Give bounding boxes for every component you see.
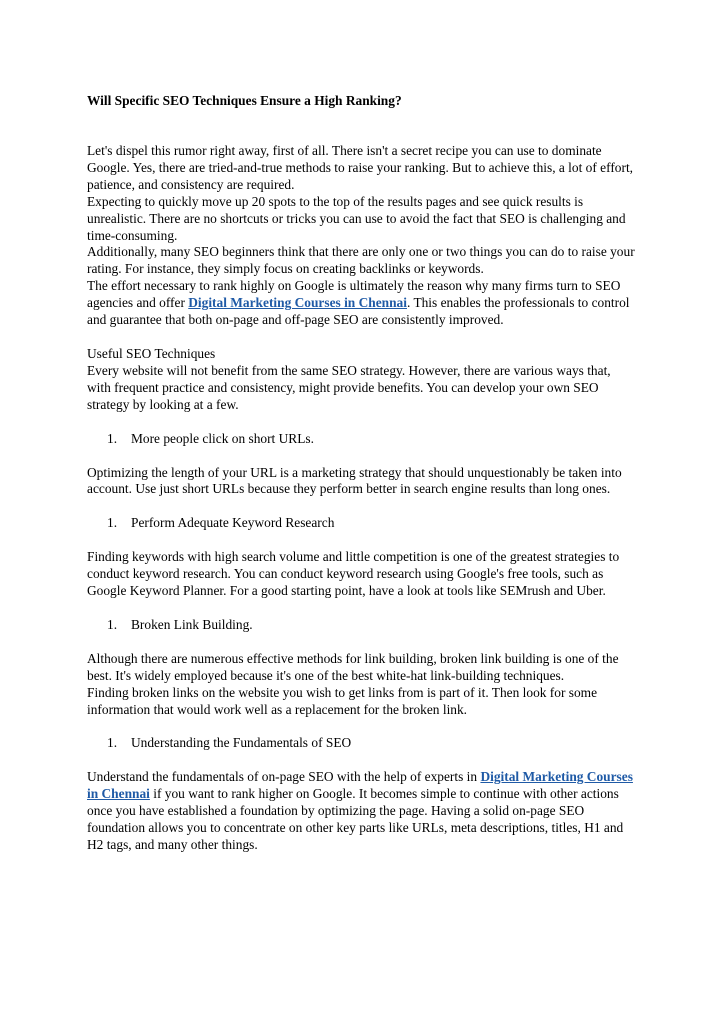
list-number: 1. — [107, 430, 118, 446]
intro-paragraph-4-text-a: The effort necessary to rank highly on Google is ultimately the reason why many firms turn to SEO agencies and offer — [87, 278, 621, 311]
list-item-title: Understanding the Fundamentals of SEO — [131, 735, 352, 751]
list-number: 1. — [107, 735, 118, 751]
intro-paragraph-3: Additionally, many SEO beginners think that there are only one or two things you can do to raise your rating. For instance, they simply focus on creating backlinks or keywords. — [87, 244, 635, 277]
intro-paragraph-1: Let's dispel this rumor right away, first of all. There isn't a secret recipe you can use to dominate Google. Yes, there are tried-and-true methods to raise your ranking. But to achieve this, a lot of effort, patience, and consistency are required. — [87, 143, 634, 192]
list-item-short-urls — [87, 431, 637, 448]
short-urls-paragraph: Optimizing the length of your URL is a marketing strategy that should unquestionably be taken into account. Use just short URLs because they perform better in search engine results than long ones. — [87, 464, 622, 497]
intro-paragraph-4 — [87, 278, 637, 329]
list-number: 1. — [107, 616, 118, 632]
useful-techniques-heading: Useful SEO Techniques — [87, 345, 216, 361]
digital-marketing-courses-link-2[interactable]: Digital Marketing Courses in Chennai — [87, 769, 633, 802]
digital-marketing-courses-link[interactable]: Digital Marketing Courses in Chennai — [188, 295, 407, 311]
broken-link-paragraph-1: Although there are numerous effective methods for link building, broken link building is one of the best. It's widely employed because it's one of the best white-hat link-building techniques. — [87, 650, 619, 683]
list-item-title: Perform Adequate Keyword Research — [131, 515, 335, 531]
list-item-broken-link-building — [87, 617, 637, 634]
fundamentals-text-b: if you want to rank higher on Google. It becomes simple to continue with other actions once you have established a foundation by optimizing the page. Having a solid on-page SEO foundation allows you to concentrate on other key parts like URLs, meta descriptions, titles, H1 and H2 tags, and many other things. — [87, 786, 624, 852]
keyword-research-paragraph: Finding keywords with high search volume and little competition is one of the greatest strategies to conduct keyword research. You can conduct keyword research using Google's free tools, such as Google Keyword Planner. For a good starting point, have a look at tools like SEMrush and Uber. — [87, 549, 620, 599]
intro-paragraph-4-text-b: . This enables the professionals to control and guarantee that both on-page and off-page SEO are consistently improved. — [87, 295, 630, 328]
list-item-title: More people click on short URLs. — [131, 430, 314, 446]
intro-paragraph-2: Expecting to quickly move up 20 spots to the top of the results pages and see quick results is unrealistic. There are no shortcuts or tricks you can use to avoid the fact that SEO is challenging and time-consuming. — [87, 193, 626, 243]
document-body — [87, 93, 637, 854]
list-number: 1. — [107, 515, 118, 531]
list-item-title: Broken Link Building. — [131, 616, 253, 632]
broken-link-paragraph-2: Finding broken links on the website you wish to get links from is part of it. Then look for some information that would work well as a replacement for the broken link. — [87, 684, 598, 717]
useful-techniques-text: Every website will not benefit from the same SEO strategy. However, there are various ways that, with frequent practice and consistency, might provide benefits. You can develop your own SEO strategy by looking at a few. — [87, 362, 611, 412]
list-item-seo-fundamentals — [87, 735, 637, 752]
document-title: Will Specific SEO Techniques Ensure a High Ranking? — [87, 93, 402, 108]
fundamentals-paragraph — [87, 769, 637, 854]
list-item-keyword-research — [87, 515, 637, 532]
fundamentals-text-a: Understand the fundamentals of on-page SEO with the help of experts in — [87, 769, 481, 785]
